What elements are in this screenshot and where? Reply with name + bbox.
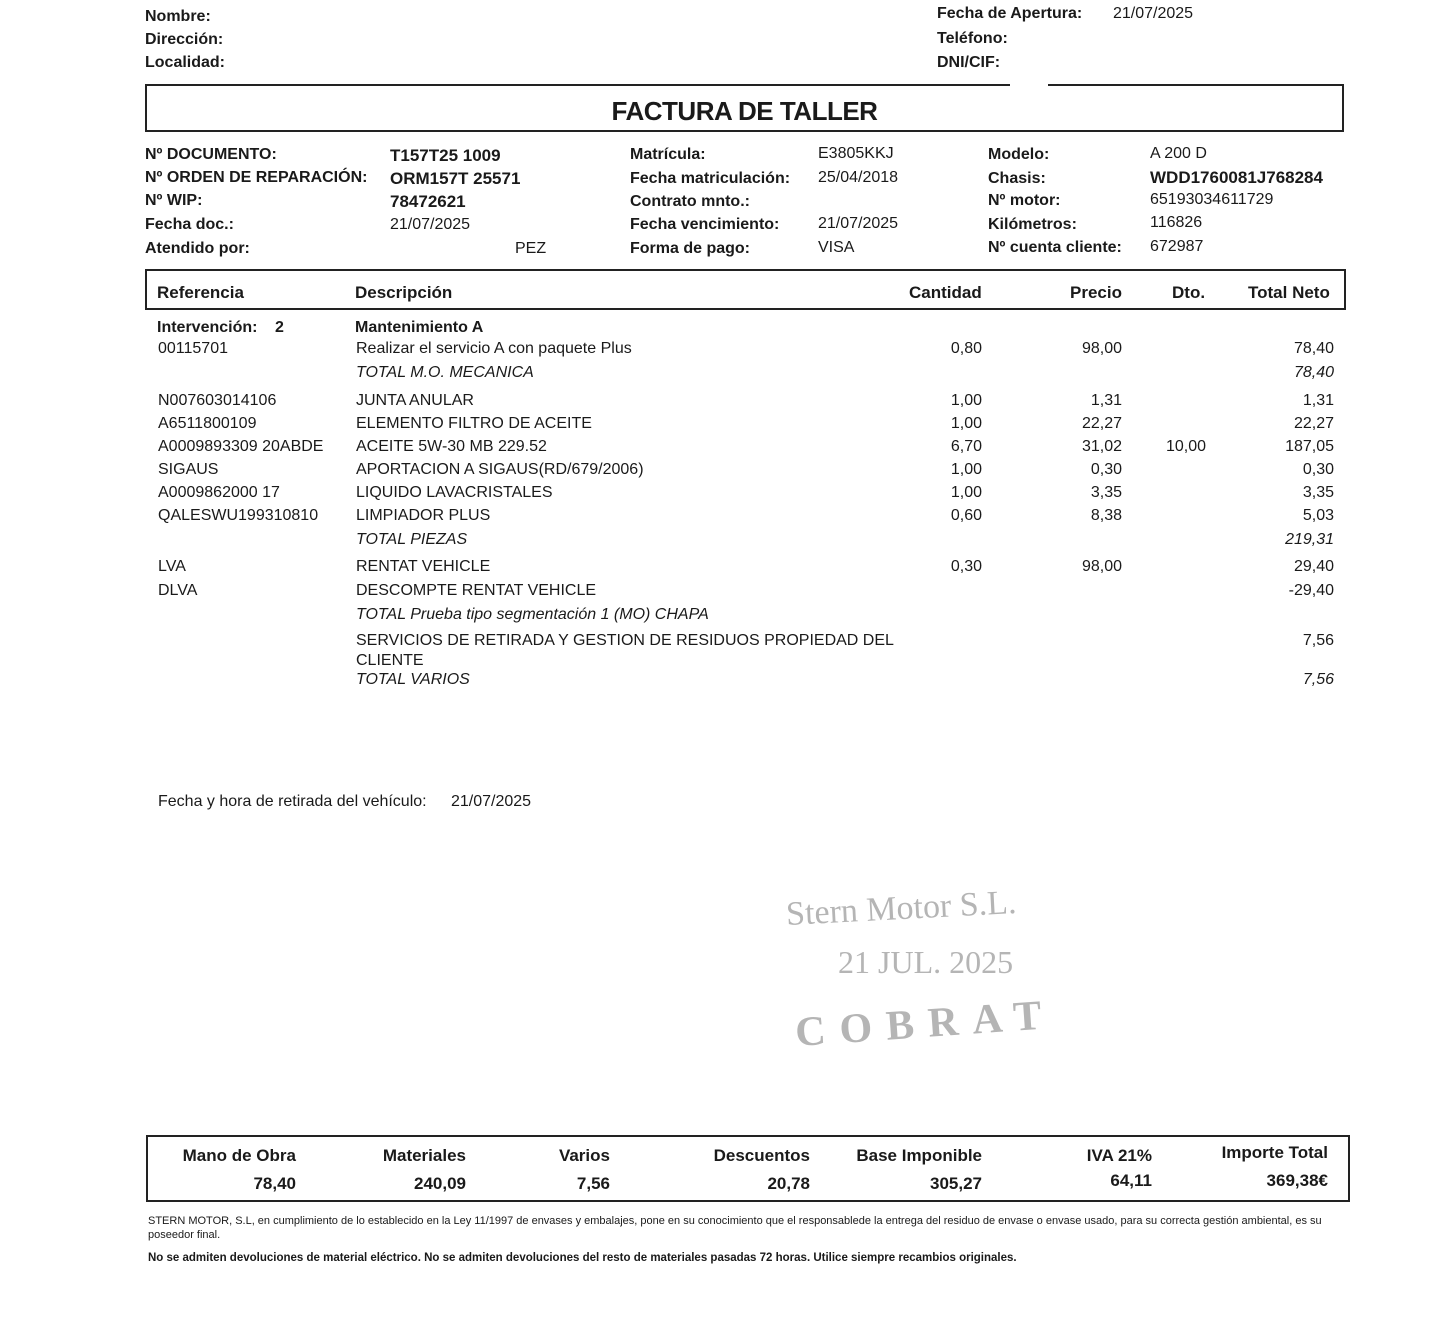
info-label: Nº cuenta cliente: — [988, 239, 1122, 256]
summary-value: 305,27 — [930, 1174, 982, 1193]
cell-total: -29,40 — [1288, 582, 1334, 599]
cell-total: 0,30 — [1302, 461, 1334, 478]
info-value: 672987 — [1150, 238, 1204, 255]
info-value: A 200 D — [1150, 145, 1207, 162]
info-value: PEZ — [515, 240, 547, 257]
nombre-label: Nombre: — [145, 8, 211, 25]
col-cantidad: Cantidad — [909, 283, 982, 302]
summary-label: Varios — [558, 1146, 610, 1165]
info-label: Kilómetros: — [988, 216, 1077, 233]
info-label: Nº motor: — [988, 192, 1061, 209]
cell-precio: 98,00 — [1081, 558, 1122, 575]
cell-cantidad: 1,00 — [950, 461, 982, 478]
table-row — [0, 671, 1440, 693]
cell-precio: 22,27 — [1081, 415, 1122, 432]
dni-label: DNI/CIF: — [937, 54, 1001, 71]
cell-cantidad: 1,00 — [950, 415, 982, 432]
table-row — [0, 415, 1440, 437]
cell-total: 7,56 — [1302, 632, 1334, 649]
cell-total: 78,40 — [1293, 340, 1334, 357]
summary-value: 369,38€ — [1266, 1171, 1328, 1190]
cell-cantidad: 0,80 — [950, 340, 982, 357]
direccion-label: Dirección: — [145, 31, 224, 48]
info-label: Fecha vencimiento: — [630, 216, 780, 233]
cell-referencia: QALESWU199310810 — [158, 507, 319, 524]
summary-value: 78,40 — [253, 1174, 296, 1193]
summary-label: IVA 21% — [1086, 1146, 1152, 1165]
col-dto: Dto. — [1172, 283, 1206, 302]
table-header-box — [145, 269, 1346, 310]
cell-precio: 3,35 — [1090, 484, 1122, 501]
cell-referencia: N007603014106 — [158, 392, 277, 409]
returns-note: No se admiten devoluciones de material eléctrico. No se admiten devoluciones del resto de materiales pasadas 72 horas. Utilice siempre recambios originales. — [148, 1252, 1017, 1264]
cell-referencia: SIGAUS — [158, 461, 219, 478]
info-label: Modelo: — [988, 146, 1050, 163]
summary-value: 240,09 — [414, 1174, 466, 1193]
summary-value: 7,56 — [576, 1174, 610, 1193]
cell-descripcion: CLIENTE — [356, 652, 424, 669]
info-label: Atendido por: — [145, 240, 250, 257]
summary-label: Descuentos — [713, 1146, 810, 1165]
stamp-company: Stern Motor S.L. — [785, 883, 1018, 934]
col-precio: Precio — [1070, 283, 1122, 302]
info-label: Contrato mnto.: — [630, 193, 750, 210]
info-label: Forma de pago: — [630, 240, 751, 257]
cell-descripcion: TOTAL Prueba tipo segmentación 1 (MO) CHAPA — [356, 606, 709, 623]
page-title: FACTURA DE TALLER — [611, 96, 878, 126]
info-value: WDD1760081J768284 — [1150, 168, 1323, 187]
table-row — [0, 340, 1440, 362]
cell-descripcion: RENTAT VEHICLE — [356, 558, 491, 575]
cell-descripcion: SERVICIOS DE RETIRADA Y GESTION DE RESIDUOS PROPIEDAD DEL — [356, 632, 894, 649]
cell-cantidad: 0,30 — [950, 558, 982, 575]
info-value: 78472621 — [390, 192, 466, 211]
legal-notice: STERN MOTOR, S.L, en cumplimiento de lo establecido en la Ley 11/1997 de envases y embalajes, pone en su conocimiento que el responsablede la entrega del residuo de envase o envase usado, para su correcta gestión ambiental, es su poseedor final. — [148, 1215, 1322, 1241]
table-row — [0, 507, 1440, 529]
cell-total: 3,35 — [1302, 484, 1334, 501]
col-referencia: Referencia — [157, 283, 244, 302]
cell-referencia: LVA — [158, 558, 186, 575]
cell-referencia: A0009862000 17 — [158, 484, 280, 501]
col-total: Total Neto — [1248, 283, 1330, 302]
cell-total: 219,31 — [1285, 531, 1334, 548]
cell-descripcion: TOTAL PIEZAS — [356, 531, 468, 548]
cell-cantidad: 6,70 — [950, 438, 982, 455]
cell-descripcion: TOTAL M.O. MECANICA — [356, 364, 534, 381]
info-value: 65193034611729 — [1150, 191, 1274, 208]
cell-descripcion: ACEITE 5W-30 MB 229.52 — [356, 438, 547, 455]
info-value: 116826 — [1150, 214, 1203, 231]
summary-label: Materiales — [382, 1146, 466, 1165]
cell-total: 78,40 — [1293, 364, 1334, 381]
cell-referencia: DLVA — [158, 582, 198, 599]
info-label: Nº ORDEN DE REPARACIÓN: — [145, 169, 368, 186]
info-label: Matrícula: — [630, 146, 706, 163]
cell-cantidad: 1,00 — [950, 392, 982, 409]
table-row — [0, 582, 1440, 604]
cell-referencia: 00115701 — [158, 340, 228, 357]
table-row — [0, 364, 1440, 386]
cell-total: 5,03 — [1302, 507, 1334, 524]
stamp-cobrat: COBRAT — [793, 991, 1057, 1057]
cell-referencia: A6511800109 — [158, 415, 257, 432]
info-value: 21/07/2025 — [390, 216, 471, 233]
info-value: ORM157T 25571 — [390, 169, 521, 188]
cell-cantidad: 0,60 — [950, 507, 982, 524]
info-value: T157T25 1009 — [390, 146, 501, 165]
table-row — [0, 531, 1440, 553]
table-row — [0, 558, 1440, 580]
cell-descripcion: Realizar el servicio A con paquete Plus — [356, 340, 632, 357]
cell-precio: 31,02 — [1081, 438, 1122, 455]
intervencion-label: Intervención: — [157, 319, 258, 336]
retirada-label: Fecha y hora de retirada del vehículo: — [158, 793, 427, 810]
cell-total: 187,05 — [1285, 438, 1334, 455]
info-label: Chasis: — [988, 170, 1046, 187]
info-label: Fecha matriculación: — [630, 170, 791, 187]
summary-value: 20,78 — [767, 1174, 810, 1193]
info-value: VISA — [818, 239, 855, 256]
cell-descripcion: LIQUIDO LAVACRISTALES — [356, 484, 553, 501]
table-row — [0, 438, 1440, 460]
retirada-value: 21/07/2025 — [451, 793, 532, 810]
intervencion-name: Mantenimiento A — [355, 319, 484, 336]
table-row — [0, 632, 1440, 654]
apertura-label: Fecha de Apertura: — [937, 5, 1083, 22]
cell-total: 7,56 — [1302, 671, 1334, 688]
info-value: 21/07/2025 — [818, 215, 899, 232]
col-descripcion: Descripción — [355, 283, 453, 302]
cell-total: 29,40 — [1293, 558, 1334, 575]
cell-precio: 0,30 — [1090, 461, 1122, 478]
intervencion-number: 2 — [275, 319, 284, 336]
info-label: Nº DOCUMENTO: — [145, 146, 277, 163]
localidad-label: Localidad: — [145, 54, 226, 71]
title-box-gap — [1010, 82, 1048, 88]
table-row — [0, 461, 1440, 483]
summary-label: Importe Total — [1221, 1143, 1328, 1162]
cell-descripcion: LIMPIADOR PLUS — [356, 507, 491, 524]
info-label: Fecha doc.: — [145, 216, 234, 233]
telefono-label: Teléfono: — [937, 30, 1008, 47]
apertura-value: 21/07/2025 — [1113, 5, 1194, 22]
cell-descripcion: DESCOMPTE RENTAT VEHICLE — [356, 582, 597, 599]
cell-referencia: A0009893309 20ABDE — [158, 438, 324, 455]
summary-label: Mano de Obra — [182, 1146, 296, 1165]
info-label: Nº WIP: — [145, 192, 203, 209]
cell-dto: 10,00 — [1165, 438, 1206, 455]
info-value: E3805KKJ — [818, 145, 894, 162]
cell-precio: 98,00 — [1081, 340, 1122, 357]
cell-cantidad: 1,00 — [950, 484, 982, 501]
table-row — [0, 606, 1440, 628]
cell-descripcion: ELEMENTO FILTRO DE ACEITE — [356, 415, 592, 432]
table-row — [0, 484, 1440, 506]
cell-total: 22,27 — [1293, 415, 1334, 432]
summary-label: Base Imponible — [856, 1146, 982, 1165]
summary-value: 64,11 — [1110, 1171, 1152, 1190]
cell-precio: 8,38 — [1090, 507, 1122, 524]
cell-descripcion: JUNTA ANULAR — [356, 392, 474, 409]
table-row — [0, 392, 1440, 414]
stamp-date: 21 JUL. 2025 — [838, 944, 1014, 980]
cell-descripcion: APORTACION A SIGAUS(RD/679/2006) — [356, 461, 644, 478]
cell-total: 1,31 — [1302, 392, 1334, 409]
info-value: 25/04/2018 — [818, 169, 899, 186]
cell-precio: 1,31 — [1090, 392, 1122, 409]
cell-descripcion: TOTAL VARIOS — [356, 671, 470, 688]
